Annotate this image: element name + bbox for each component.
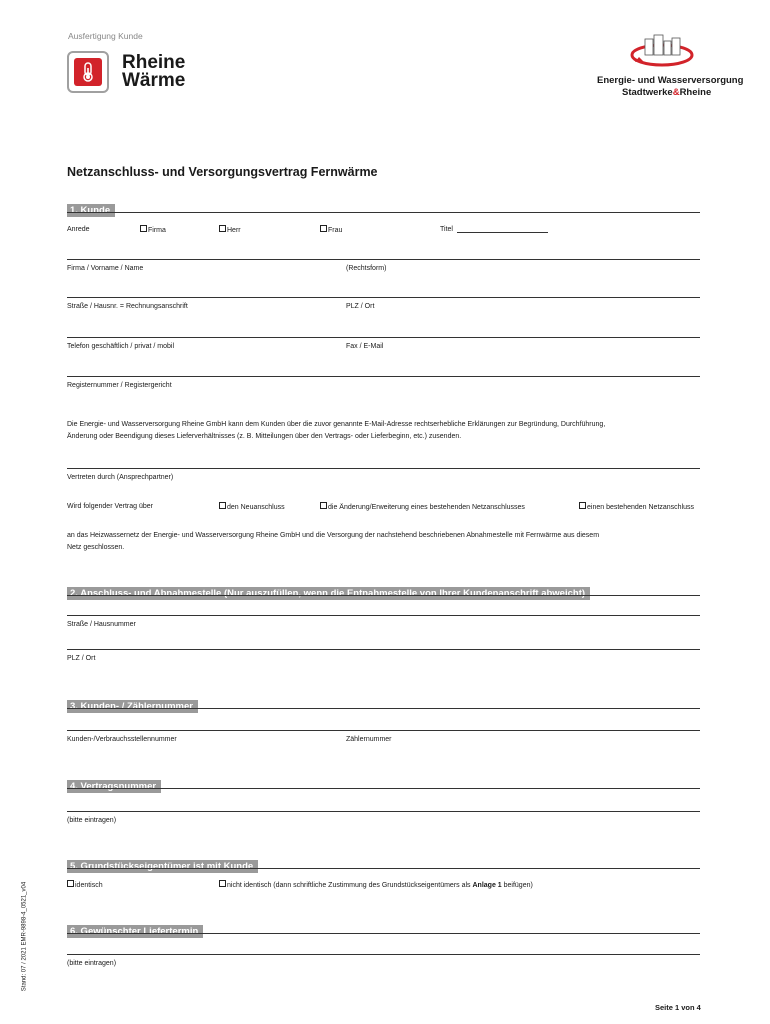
checkbox-icon: [140, 225, 147, 232]
strasse-hausnummer-label: Straße / Hausnummer: [67, 621, 136, 628]
field-line[interactable]: [67, 649, 700, 650]
firma-name-label: Firma / Vorname / Name: [67, 265, 144, 272]
vertrag-label: Wird folgender Vertrag über: [67, 503, 153, 510]
checkbox-firma[interactable]: Firma: [140, 225, 166, 235]
vertreten-label: Vertreten durch (Ansprechpartner): [67, 474, 174, 481]
stadtwerke-line2: Stadtwerke&Rheine: [622, 87, 712, 98]
section-6-heading: [67, 921, 700, 937]
page-number: Seite 1 von 4: [655, 1003, 701, 1012]
zaehler-nr-label: Zählernummer: [346, 736, 392, 743]
field-line[interactable]: [67, 297, 700, 298]
telefon-label: Telefon geschäftlich / privat / mobil: [67, 343, 174, 350]
logo-frame: [67, 51, 109, 93]
field-line[interactable]: [67, 730, 700, 731]
anrede-label: Anrede: [67, 226, 90, 233]
stadtwerke-word: Stadtwerke: [622, 87, 673, 98]
section-1-heading: [67, 200, 700, 216]
section-5-heading: [67, 856, 700, 872]
titel-field[interactable]: [457, 232, 548, 233]
checkbox-bestehend[interactable]: einen bestehenden Netzanschluss: [579, 502, 694, 512]
checkbox-identisch[interactable]: identisch: [67, 880, 103, 890]
field-line[interactable]: [67, 615, 700, 616]
section-2-heading: [67, 583, 700, 599]
section-4-heading: [67, 776, 700, 792]
checkbox-icon: [219, 225, 226, 232]
section-3-heading: [67, 696, 700, 712]
checkbox-herr[interactable]: Herr: [219, 225, 241, 235]
stadtwerke-line1: Energie- und Wasserversorgung: [597, 75, 744, 86]
checkbox-neuanschluss[interactable]: den Neuanschluss: [219, 502, 285, 512]
section-1-title: 1. Kunde: [67, 204, 115, 217]
checkbox-nicht-identisch[interactable]: nicht identisch (dann schriftliche Zustimmung des Grundstückseigentümers als Anlage 1 beifügen): [219, 880, 533, 890]
field-line[interactable]: [67, 811, 700, 812]
plz-ort-label: PLZ / Ort: [346, 303, 375, 310]
checkbox-frau[interactable]: Frau: [320, 225, 342, 235]
strasse-label: Straße / Hausnr. = Rechnungsanschrift: [67, 303, 188, 310]
rheine-word: Rheine: [679, 87, 712, 98]
section-2-title: 2. Anschluss- und Abnahmestelle (Nur auszufüllen, wenn die Entnahmestelle von Ihrer Kundenanschrift abweicht): [67, 587, 590, 600]
field-line[interactable]: [67, 468, 700, 469]
checkbox-icon: [320, 502, 327, 509]
section-4-title: 4. Vertragsnummer: [67, 780, 161, 793]
stadtwerke-emblem-icon: [627, 33, 697, 73]
checkbox-icon: [219, 880, 226, 887]
kunden-nr-label: Kunden-/Verbrauchsstellennummer: [67, 736, 177, 743]
liefertermin-hint: (bitte eintragen): [67, 960, 117, 967]
field-line[interactable]: [67, 954, 700, 955]
logo-line2: Wärme: [122, 70, 186, 91]
checkbox-icon: [579, 502, 586, 509]
revision-note: Stand: 07 / 2021 EMR-9898-4_0521_v04: [21, 881, 28, 992]
register-label: Registernummer / Registergericht: [67, 382, 172, 389]
field-line[interactable]: [67, 259, 700, 260]
logo-line1: Rheine: [122, 52, 186, 73]
consent-text: Die Energie- und Wasserversorgung Rheine GmbH kann dem Kunden über die zuvor genannte E-Mail-Adresse rechtserhebliche Erklärungen zur Begründung, Durchführung, Änderung oder Beendigung dieses Lieferverhältnisses (z. B. Mitteilungen über den Vertrags- oder Lieferbeginn, etc.) zusenden.: [67, 421, 606, 440]
checkbox-aenderung[interactable]: die Änderung/Erweiterung eines bestehenden Netzanschlusses: [320, 502, 525, 512]
section-5-title: 5. Grundstückseigentümer ist mit Kunde: [67, 860, 258, 873]
section-3-title: 3. Kunden- / Zählernummer: [67, 700, 198, 713]
fax-email-label: Fax / E-Mail: [346, 343, 384, 350]
checkbox-icon: [320, 225, 327, 232]
page-title: Netzanschluss- und Versorgungsvertrag Fernwärme: [67, 165, 378, 179]
thermometer-icon: [74, 58, 102, 86]
plz-ort-label: PLZ / Ort: [67, 655, 96, 662]
field-line[interactable]: [67, 337, 700, 338]
vertragsnummer-hint: (bitte eintragen): [67, 817, 117, 824]
checkbox-icon: [67, 880, 74, 887]
rechtsform-label: (Rechtsform): [346, 265, 387, 272]
closing-text: an das Heizwassernetz der Energie- und Wasserversorgung Rheine GmbH und die Versorgung der nachstehend beschriebenen Abnahmestelle mit Fernwärme aus diesem Netz geschlossen.: [67, 532, 600, 551]
section-6-title: 6. Gewünschter Liefertermin: [67, 925, 203, 938]
titel-label: Titel: [440, 226, 453, 233]
stadtwerke-logo: [627, 33, 697, 78]
checkbox-icon: [219, 502, 226, 509]
field-line[interactable]: [67, 376, 700, 377]
copy-label: Ausfertigung Kunde: [68, 31, 143, 41]
